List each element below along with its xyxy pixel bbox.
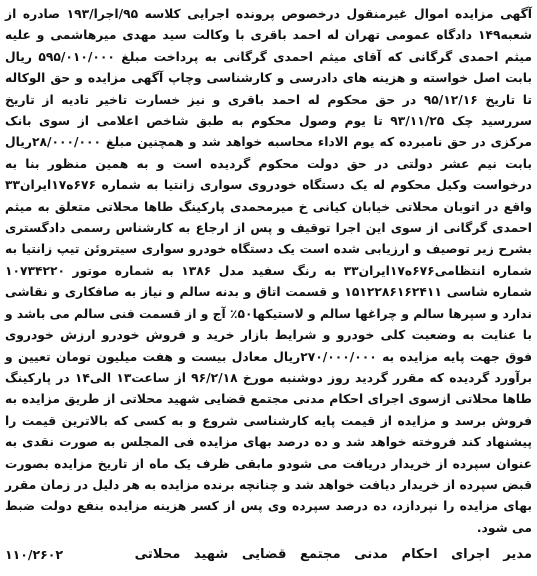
signature-line: مدیر اجرای احکام مدنی مجتمع قضایی شهید محلاتی bbox=[134, 546, 532, 562]
notice-code: ۱۱۰/۲۶۰۲ bbox=[5, 546, 63, 562]
notice-body-text: آگهی مزایده اموال غیرمنقول درخصوص پرونده اجرایی کلاسه ۹۵/اجرا/۱۹۳ صادره از شعبه۱۴۹ دادگاه عمومی تهران له احمد باقری با وکالت سید مهدی میرهاشمی و علیه میثم احمدی گرگانی که آقای میثم احمدی گرگانی به پرداخت مبلغ ۵۹۵/۰۱۰/۰۰۰ ریال بابت اصل خواسته و هزینه های دادرسی و کارشناسی وچاپ آگهی مزایده و حق الوکاله تا تاریخ ۹۵/۱۲/۱۶ در حق محکوم له احمد باقری و نیز خسارت تاخیر تادیه از تاریخ سررسید چک ۹۳/۱۱/۲۵ تا یوم وصول محکوم به طبق شاخص اعلامی از سوی بانک مرکزی در حق نامبرده که یوم الاداء محاسبه خواهد شد و همچنین مبلغ ۲۸/۰۰۰/۰۰۰ریال بابت نیم عشر دولتی در حق دولت محکوم گردیده است و به همین منظور بنا به درخواست وکیل محکوم له یک دستگاه خودروی سواری زانتیا به شماره ۶۷۶ه۱۷ایران۳۳ واقع در اتوبان محلاتی خیابان کیانی خ میرمحمدی پارکینگ طاها محلاتی متعلق به میثم احمدی گرگانی از سوی این اجرا توقیف و پس از ارجاع به کارشناس رسمی دادگستری بشرح زیر توصیف و ارزیابی شده است یک دستگاه خودرو سواری سیتروئن تیپ زانتیا به شماره انتظامی۶۷۶ه۱۷ایران۳۳ به رنگ سفید مدل ۱۳۸۶ به شماره موتور ۱۰۷۳۴۲۲۰ شماره شاسی ۱۵۱۲۲۸۶۱۶۲۴۱۱ و قسمت اتاق و بدنه سالم و نیاز به صافکاری و نقاشی ندارد و سپرها سالم و چراغها سالم و لاستیکها۵۰٪ آج و از قسمت فنی سالم می باشد و با عنایت به وضعیت کلی خودرو و شرایط بازار خرید و فروش خودرو ارزش خودروی فوق جهت پایه مزایده به ۲۷۰/۰۰۰/۰۰۰ریال معادل بیست و هفت میلیون تومان تعیین و برآورد گردیده که مقرر گردید روز دوشنبه مورخ ۹۶/۲/۱۸ از ساعت۱۳ الی۱۴ در پارکینگ طاها محلاتی ازسوی اجرای احکام مدنی مجتمع قضایی شهید محلاتی از طریق مزایده به فروش برسد و مزایده از قیمت پایه کارشناسی شروع و به کسی که بالاترین قیمت را پیشنهاد کند فروخته خواهد شد و ده درصد بهای مزایده فی المجلس به صورت نقدی به عنوان سپرده از خریدار دریافت می شودو مابقی ظرف یک ماه از تاریخ مزایده بصورت قبض سپرده از خریدار دیافت خواهد شد و چنانچه برنده مزایده به هر دلیل در زمان مقرر بهای مزایده را نپردازد، ده درصد سپرده وی پس از کسر هزینه مزایده بنفع دولت ضبط می شود. bbox=[5, 7, 532, 535]
notice-footer bbox=[5, 541, 532, 567]
